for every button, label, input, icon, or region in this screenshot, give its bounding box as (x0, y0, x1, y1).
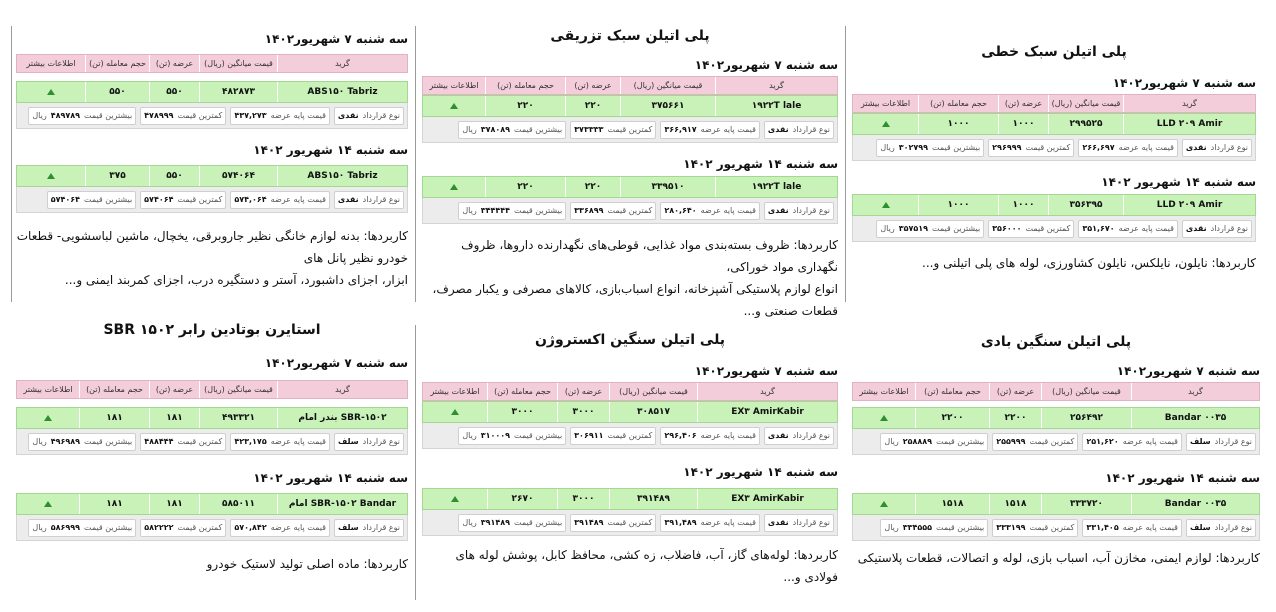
avg-price-cell: ۳۷۵۶۶۱ (620, 96, 715, 116)
min-price-chip: کمترین قیمت ۴۸۸۴۴۴ (140, 433, 226, 451)
col-volume: حجم معامله (تن) (915, 383, 989, 400)
details-row (16, 429, 408, 455)
volume-cell: ۲۲۰ (485, 96, 565, 116)
divider-mid (415, 26, 416, 302)
col-volume: حجم معامله (تن) (487, 383, 557, 400)
uses-text: کاربردها: نایلون، نایلکس، نایلون کشاورزی، لوله های پلی اتیلنی و... (922, 256, 1256, 270)
session-date: سه شنبه ۷ شهریور۱۴۰۲ (264, 32, 408, 46)
more-info-button[interactable] (423, 402, 487, 422)
table-header (422, 382, 838, 401)
table-header (16, 380, 408, 399)
uses-text: کاربردها: ماده اصلی تولید لاستیک خودرو (206, 557, 408, 571)
panel-sbr (12, 0, 412, 575)
col-grade: گرید (277, 55, 407, 72)
min-price-chip: کمترین قیمت ۳۳۶۸۹۹ (570, 202, 656, 220)
max-price-chip: بیشترین قیمت ۵۸۶۹۹۹ ریال (28, 519, 136, 537)
trade-table (16, 493, 408, 541)
volume-cell: ۱۵۱۸ (915, 494, 989, 514)
base-price-chip: قیمت پایه عرضه ۲۹۶,۴۰۶ (660, 427, 760, 445)
base-price-chip: قیمت پایه عرضه ۳۳۱,۴۰۵ (1082, 519, 1182, 537)
more-info-button[interactable] (853, 494, 915, 514)
supply-cell: ۱۸۱ (149, 494, 199, 514)
uses-text: کاربردها: لوازم ایمنی، مخازن آب، اسباب بازی، لوله و اتصالات، قطعات پلاستیکی (857, 551, 1260, 565)
avg-price-cell: ۵۷۴۰۶۴ (199, 166, 277, 186)
min-price-chip: کمترین قیمت ۴۷۸۹۹۹ (140, 107, 226, 125)
contract-chip: نوع قرارداد نقدی (764, 427, 834, 445)
grade-cell: ABS۱۵۰ Tabriz (277, 166, 407, 186)
avg-price-cell: ۳۹۱۴۸۹ (609, 489, 697, 509)
avg-price-cell: ۲۵۶۴۹۲ (1041, 408, 1131, 428)
max-price-chip: بیشترین قیمت ۳۷۸۰۸۹ ریال (458, 121, 566, 139)
col-supply: عرضه (تن) (149, 381, 199, 398)
table-row (852, 407, 1260, 429)
max-price-chip: بیشترین قیمت ۴۸۹۷۸۹ ریال (28, 107, 136, 125)
contract-chip: نوع قرارداد نقدی (764, 514, 834, 532)
grade-cell: ۱۹۲۲T lale (715, 177, 837, 197)
divider-mid-bottom (415, 325, 416, 600)
grade-cell: ۱۹۲۲T lale (715, 96, 837, 116)
max-price-chip: بیشترین قیمت ۲۵۸۸۸۹ ریال (880, 433, 988, 451)
avg-price-cell: ۳۵۶۳۹۵ (1048, 195, 1123, 215)
expand-arrow-icon (44, 415, 52, 421)
panel-title: پلی اتیلن سنگین بادی (980, 334, 1132, 350)
more-info-button[interactable] (423, 489, 487, 509)
supply-cell: ۲۲۰۰ (989, 408, 1041, 428)
max-price-chip: بیشترین قیمت ۳۳۴۵۵۵ ریال (880, 519, 988, 537)
col-more-info: اطلاعات بیشتر (859, 387, 909, 396)
base-price-chip: قیمت پایه عرضه ۵۷۰,۸۴۲ (230, 519, 330, 537)
volume-cell: ۲۶۷۰ (487, 489, 557, 509)
expand-arrow-icon (880, 501, 888, 507)
max-price-chip: بیشترین قیمت ۳۵۷۵۱۹ ریال (876, 220, 984, 238)
col-volume: حجم معامله (تن) (79, 381, 149, 398)
table-header (852, 382, 1260, 401)
base-price-chip: قیمت پایه عرضه ۲۶۶,۶۹۷ (1078, 139, 1178, 157)
min-price-chip: کمترین قیمت ۵۷۴۰۶۴ (140, 191, 226, 209)
max-price-chip: بیشترین قیمت ۳۹۱۴۸۹ ریال (458, 514, 566, 532)
grade-cell: LLD ۲۰۹ Amir (1123, 114, 1255, 134)
min-price-chip: کمترین قیمت ۳۰۶۹۱۱ (570, 427, 656, 445)
col-grade: گرید (697, 383, 837, 400)
max-price-chip: بیشترین قیمت ۴۹۶۹۸۹ ریال (28, 433, 136, 451)
grade-cell: SBR-۱۵۰۲ بندر امام (277, 408, 407, 428)
col-avg-price: قیمت میانگین (ریال) (199, 381, 277, 398)
contract-chip: نوع قرارداد سلف (334, 519, 404, 537)
grade-cell: Bandar ۰۰۳۵ (1131, 408, 1259, 428)
panel-title: استایرن بوتادین رابر ۱۵۰۲ SBR (103, 322, 321, 338)
contract-chip: نوع قرارداد سلف (334, 433, 404, 451)
avg-price-cell: ۵۸۵۰۱۱ (199, 494, 277, 514)
trade-table (422, 382, 838, 449)
contract-chip: نوع قرارداد سلف (1186, 433, 1256, 451)
supply-cell: ۱۸۱ (149, 408, 199, 428)
details-row (852, 515, 1260, 541)
grade-cell: SBR-۱۵۰۲ Bandar امام (277, 494, 407, 514)
divider-right (845, 26, 846, 302)
panel-hdpe-extrusion (418, 0, 842, 588)
avg-price-cell: ۳۳۹۵۱۰ (620, 177, 715, 197)
base-price-chip: قیمت پایه عرضه ۲۵۱,۶۲۰ (1082, 433, 1182, 451)
max-price-chip: بیشترین قیمت ۳۴۴۴۴۴ ریال (458, 202, 566, 220)
col-grade: گرید (1131, 383, 1259, 400)
expand-arrow-icon (44, 501, 52, 507)
panel-title: پلی اتیلن سنگین اکستروژن (534, 332, 726, 348)
supply-cell: ۱۰۰۰ (998, 114, 1048, 134)
grade-cell: ABS۱۵۰ Tabriz (277, 82, 407, 102)
grade-cell: EX۳ AmirKabir (697, 489, 837, 509)
session-date: سه شنبه ۷ شهریور۱۴۰۲ (694, 364, 838, 378)
table-row (422, 488, 838, 510)
trade-table (422, 488, 838, 536)
table-row (16, 407, 408, 429)
max-price-chip: بیشترین قیمت ۳۰۲۷۹۹ ریال (876, 139, 984, 157)
volume-cell: ۳۰۰۰ (487, 402, 557, 422)
volume-cell: ۱۰۰۰ (918, 114, 998, 134)
col-more-info: اطلاعات بیشتر (430, 387, 480, 396)
details-row (16, 515, 408, 541)
contract-chip: نوع قرارداد نقدی (764, 202, 834, 220)
col-volume: حجم معامله (تن) (918, 95, 998, 112)
base-price-chip: قیمت پایه عرضه ۳۶۶,۹۱۷ (660, 121, 760, 139)
expand-arrow-icon (451, 409, 459, 415)
table-row (852, 493, 1260, 515)
supply-cell: ۳۰۰۰ (557, 489, 609, 509)
session-date: سه شنبه ۱۴ شهریور ۱۴۰۲ (683, 157, 838, 171)
volume-cell: ۱۰۰۰ (918, 195, 998, 215)
min-price-chip: کمترین قیمت ۳۳۳۱۹۹ (992, 519, 1078, 537)
contract-chip: نوع قرارداد نقدی (1182, 139, 1252, 157)
session-date: سه شنبه ۱۴ شهریور ۱۴۰۲ (253, 471, 408, 485)
col-more-info: اطلاعات بیشتر (23, 385, 73, 394)
table-row (16, 493, 408, 515)
volume-cell: ۱۸۱ (79, 494, 149, 514)
col-grade: گرید (277, 381, 407, 398)
more-info-button[interactable] (853, 408, 915, 428)
session-date: سه شنبه ۱۴ شهریور ۱۴۰۲ (253, 143, 408, 157)
session-date: سه شنبه ۱۴ شهریور ۱۴۰۲ (683, 465, 838, 479)
grade-cell: LLD ۲۰۹ Amir (1123, 195, 1255, 215)
contract-chip: نوع قرارداد نقدی (334, 107, 404, 125)
expand-arrow-icon (451, 496, 459, 502)
col-avg-price: قیمت میانگین (ریال) (1041, 383, 1131, 400)
min-price-chip: کمترین قیمت ۳۵۶۰۰۰ (988, 220, 1074, 238)
col-supply: عرضه (تن) (998, 95, 1048, 112)
max-price-chip: بیشترین قیمت ۳۱۰۰۰۹ ریال (458, 427, 566, 445)
session-date: سه شنبه ۷ شهریور۱۴۰۲ (694, 58, 838, 72)
table-row (422, 401, 838, 423)
col-volume: حجم معامله (تن) (85, 55, 149, 72)
base-price-chip: قیمت پایه عرضه ۴۲۳,۱۷۵ (230, 433, 330, 451)
col-supply: عرضه (تن) (149, 55, 199, 72)
panel-title: پلی اتیلن سبک تزریقی (550, 28, 710, 44)
expand-arrow-icon (880, 415, 888, 421)
col-more-info: اطلاعات بیشتر (860, 99, 911, 108)
base-price-chip: قیمت پایه عرضه ۵۷۴,۰۶۴ (230, 191, 330, 209)
col-avg-price: قیمت میانگین (ریال) (199, 55, 277, 72)
uses-text: کاربردها: لوله‌های گاز، آب، فاضلاب، زه کشی، محافظ کابل، پوشش لوله های فولادی و... (455, 548, 838, 584)
contract-chip: نوع قرارداد نقدی (334, 191, 404, 209)
trade-table (852, 493, 1260, 541)
col-grade: گرید (715, 77, 837, 94)
session-date: سه شنبه ۷ شهریور۱۴۰۲ (1112, 76, 1256, 90)
details-row (422, 510, 838, 536)
supply-cell: ۱۵۱۸ (989, 494, 1041, 514)
col-avg-price: قیمت میانگین (ریال) (1048, 95, 1123, 112)
col-volume: حجم معامله (تن) (485, 77, 565, 94)
col-supply: عرضه (تن) (557, 383, 609, 400)
volume-cell: ۲۲۰۰ (915, 408, 989, 428)
grade-cell: Bandar ۰۰۳۵ (1131, 494, 1259, 514)
volume-cell: ۲۲۰ (485, 177, 565, 197)
volume-cell: ۱۸۱ (79, 408, 149, 428)
min-price-chip: کمترین قیمت ۲۵۵۹۹۹ (992, 433, 1078, 451)
contract-chip: نوع قرارداد نقدی (1182, 220, 1252, 238)
base-price-chip: قیمت پایه عرضه ۲۸۰,۶۴۰ (660, 202, 760, 220)
session-date: سه شنبه ۱۴ شهریور ۱۴۰۲ (1101, 175, 1256, 189)
avg-price-cell: ۳۳۳۷۲۰ (1041, 494, 1131, 514)
more-info-button[interactable] (17, 494, 79, 514)
supply-cell: ۲۲۰ (565, 177, 620, 197)
uses-text: کاربردها: بدنه لوازم خانگی نظیر جاروبرقی، یخچال، ماشین لباسشویی- قطعات خودرو نظیر پانل های ابزار، اجزای داشبورد، آستر و دستگیره درب، اجزای کمربند ایمنی و... (16, 229, 408, 287)
min-price-chip: کمترین قیمت ۵۸۲۲۲۲ (140, 519, 226, 537)
min-price-chip: کمترین قیمت ۲۹۶۹۹۹ (988, 139, 1074, 157)
avg-price-cell: ۳۰۸۵۱۷ (609, 402, 697, 422)
col-supply: عرضه (تن) (565, 77, 620, 94)
volume-cell: ۳۷۵ (85, 166, 149, 186)
panel-hdpe-blow (848, 0, 1264, 569)
min-price-chip: کمترین قیمت ۳۹۱۴۸۹ (570, 514, 656, 532)
base-price-chip: قیمت پایه عرضه ۴۳۷,۲۷۳ (230, 107, 330, 125)
details-row (422, 423, 838, 449)
avg-price-cell: ۲۹۹۵۲۵ (1048, 114, 1123, 134)
supply-cell: ۳۰۰۰ (557, 402, 609, 422)
supply-cell: ۵۵۰ (149, 82, 199, 102)
col-supply: عرضه (تن) (989, 383, 1041, 400)
details-row (852, 429, 1260, 455)
col-more-info: اطلاعات بیشتر (429, 81, 479, 90)
col-avg-price: قیمت میانگین (ریال) (620, 77, 715, 94)
col-more-info: اطلاعات بیشتر (26, 59, 76, 68)
session-date: سه شنبه ۷ شهریور۱۴۰۲ (1116, 364, 1260, 378)
avg-price-cell: ۴۸۲۸۷۳ (199, 82, 277, 102)
avg-price-cell: ۴۹۳۳۲۱ (199, 408, 277, 428)
min-price-chip: کمترین قیمت ۳۷۳۳۳۳ (570, 121, 656, 139)
session-date: سه شنبه ۷ شهریور۱۴۰۲ (264, 356, 408, 370)
uses-text: کاربردها: ظروف بسته‌بندی مواد غذایی، قوطی‌های نگهدارنده داروها، ظروف نگهداری مواد خوراکی، انواع لوازم پلاستیکی آشپزخانه، انواع اسباب‌بازی، کالاهای مصرفی و یکبار مصرف، قطعات صنعتی و... (432, 238, 838, 318)
trade-table (852, 382, 1260, 455)
panel-title: پلی اتیلن سبک خطی (981, 44, 1127, 60)
contract-chip: نوع قرارداد سلف (1186, 519, 1256, 537)
grade-cell: EX۳ AmirKabir (697, 402, 837, 422)
supply-cell: ۲۲۰ (565, 96, 620, 116)
more-info-button[interactable] (17, 408, 79, 428)
supply-cell: ۱۰۰۰ (998, 195, 1048, 215)
contract-chip: نوع قرارداد نقدی (764, 121, 834, 139)
max-price-chip: بیشترین قیمت ۵۷۴۰۶۴ (47, 191, 136, 209)
col-grade: گرید (1123, 95, 1255, 112)
supply-cell: ۵۵۰ (149, 166, 199, 186)
base-price-chip: قیمت پایه عرضه ۳۵۱,۶۷۰ (1078, 220, 1178, 238)
session-date: سه شنبه ۱۴ شهریور ۱۴۰۲ (1105, 471, 1260, 485)
trade-table (16, 380, 408, 455)
col-avg-price: قیمت میانگین (ریال) (609, 383, 697, 400)
volume-cell: ۵۵۰ (85, 82, 149, 102)
base-price-chip: قیمت پایه عرضه ۳۹۱,۴۸۹ (660, 514, 760, 532)
